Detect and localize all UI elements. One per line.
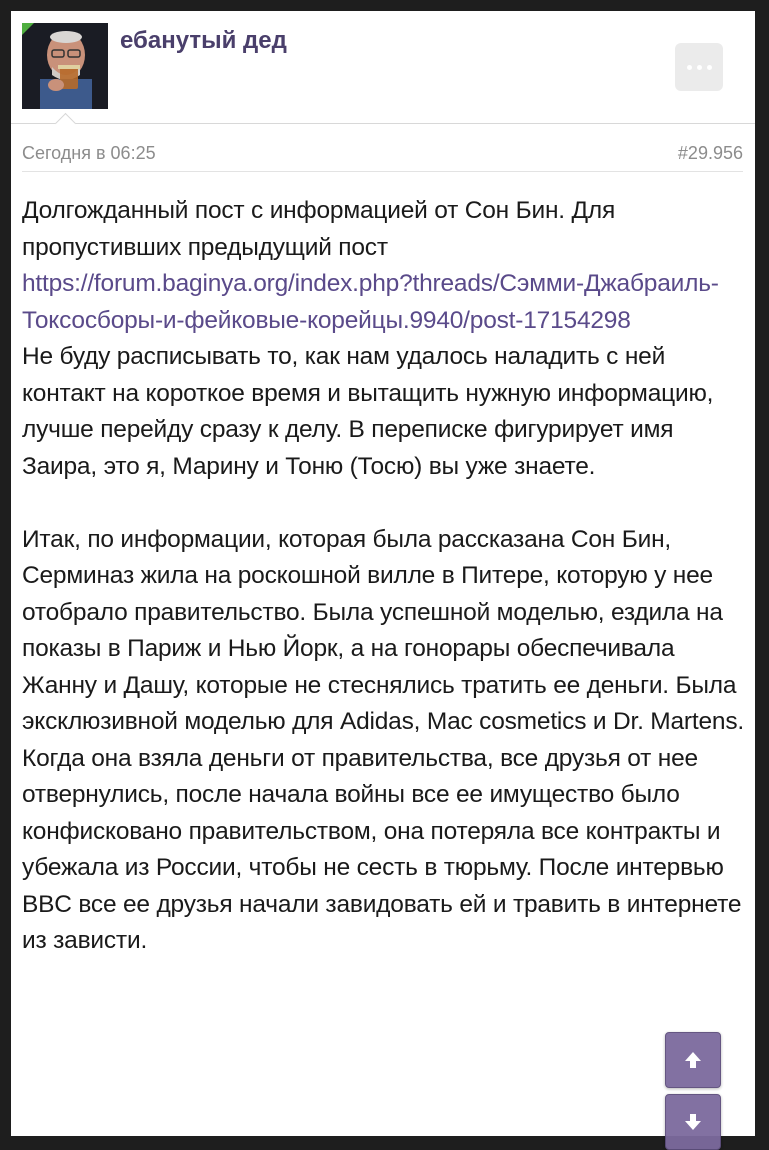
avatar-image (22, 23, 108, 109)
post-header (11, 11, 755, 125)
post-paragraph-2: Итак, по информации, которая была рассказана Сон Бин, Серминаз жила на роскошной вилле в Питере, которую у нее отобрало правительство. Была успешной моделью, ездила на показы в Париж и Нью Йорк, а на гонорары обеспечивала Жанну и Дашу, которые не стеснялись тратить ее деньги. Была эксклюзивной моделью для Adidas, Mac cosmetics и Dr. Martens. Когда она взяла деньги от правительства, все друзья от нее отвернулись, после начала войны все ее имущество было конфисковано правительством, она потеряла все контракты и убежала из России, чтобы не сесть в тюрьму. После интервью BBC все ее друзья начали завидовать ей и травить в интернете из зависти. (22, 525, 744, 954)
more-dots-icon (687, 65, 712, 70)
post-meta (22, 139, 743, 172)
scroll-down-button[interactable] (665, 1094, 721, 1150)
previous-post-link[interactable]: https://forum.baginya.org/index.php?threads/Сэмми-Джабраиль-Токсосборы-и-фейковые-корейцы.9940/post-17154298 (22, 270, 719, 334)
post-body (22, 193, 744, 960)
post-menu-button[interactable] (675, 43, 723, 91)
post-number[interactable]: #29.956 (677, 143, 743, 163)
post-date[interactable]: Сегодня в 06:25 (22, 143, 156, 163)
arrow-up-icon (682, 1049, 704, 1071)
avatar-pointer-notch (55, 113, 76, 134)
user-avatar[interactable] (22, 23, 108, 109)
header-divider (11, 123, 755, 124)
scroll-up-button[interactable] (665, 1032, 721, 1088)
username[interactable]: ебанутый дед (120, 27, 287, 54)
forum-post (11, 11, 755, 1136)
paragraph-gap (22, 485, 744, 522)
post-intro: Долгожданный пост с информацией от Сон Бин. Для пропустивших предыдущий пост (22, 197, 616, 261)
post-paragraph-1: Не буду расписывать то, как нам удалось наладить с ней контакт на короткое время и вытащить нужную информацию, лучше перейду сразу к делу. В переписке фигурирует имя Заира, это я, Марину и Тоню (Тосю) вы уже знаете. (22, 343, 714, 480)
arrow-down-icon (682, 1111, 704, 1133)
